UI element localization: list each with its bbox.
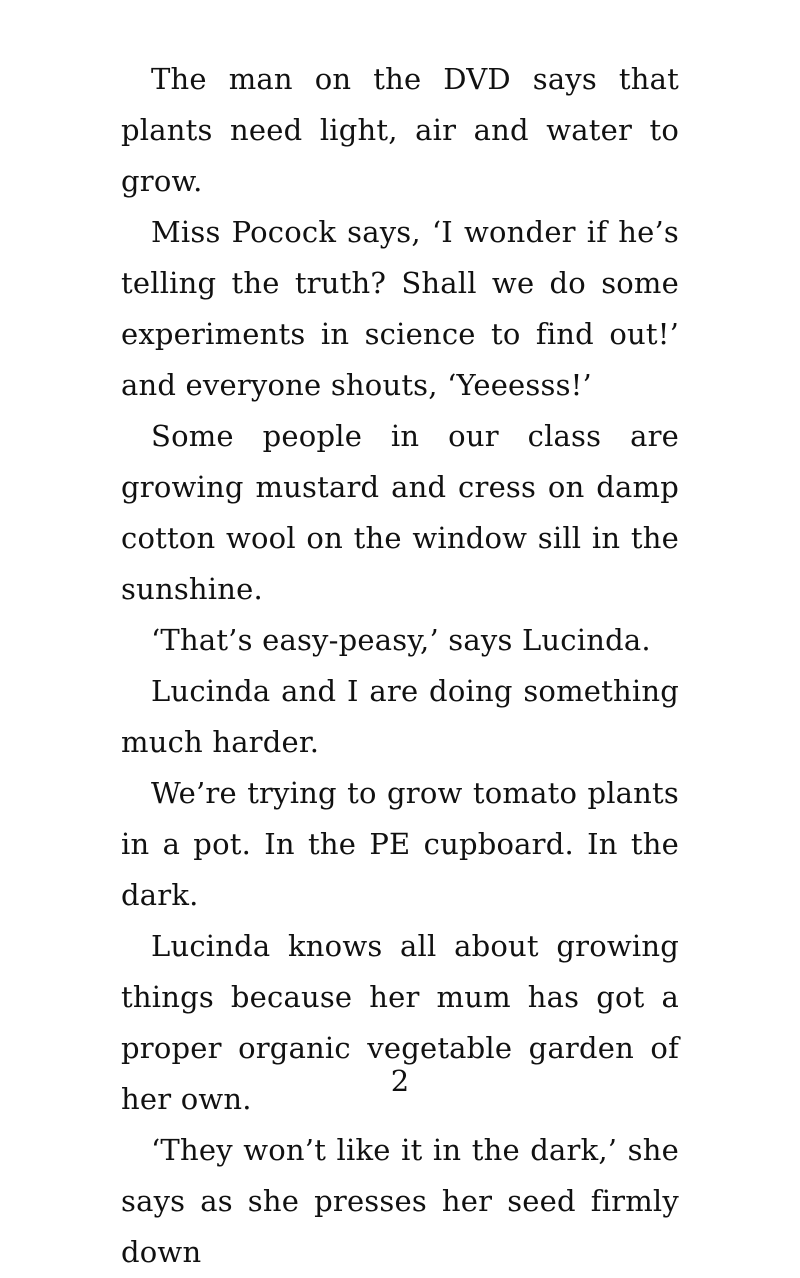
paragraph: Lucinda and I are doing something much harder. <box>121 674 679 759</box>
page-number: 2 <box>390 1064 410 1098</box>
paragraph: Some people in our class are growing mustard and cress on damp cotton wool on the window sill in the sunshine. <box>121 419 679 606</box>
paragraph: Miss Pocock says, ‘I wonder if he’s telling the truth? Shall we do some experiments in science to find out!’ and everyone shouts, ‘Yeeesss!’ <box>121 215 679 402</box>
paragraph: ‘They won’t like it in the dark,’ she says as she presses her seed firmly down <box>121 1133 679 1269</box>
paragraph: Lucinda knows all about growing things because her mum has got a proper organic vegetable garden of her own. <box>121 929 679 1116</box>
paragraph: The man on the DVD says that plants need light, air and water to grow. <box>121 62 679 198</box>
paragraph: ‘That’s easy-peasy,’ says Lucinda. <box>151 623 651 657</box>
paragraph: We’re trying to grow tomato plants in a pot. In the PE cupboard. In the dark. <box>121 776 679 912</box>
